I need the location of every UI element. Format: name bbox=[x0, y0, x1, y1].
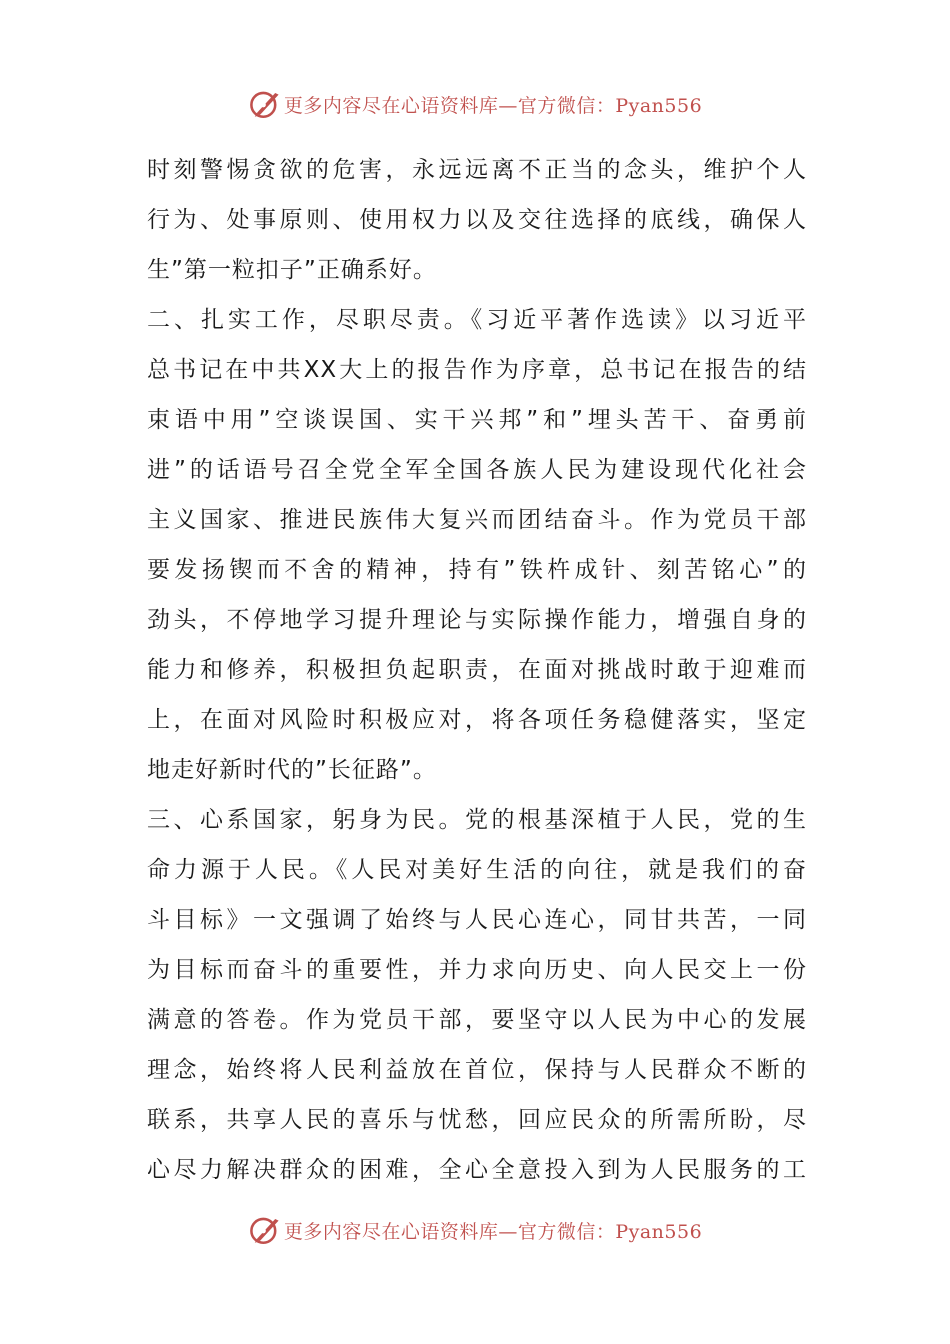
text-line: 进”的话语号召全党全军全国各族人民为建设现代化社会 bbox=[147, 457, 807, 483]
watermark-text: 更多内容尽在心语资料库—官方微信：Pyan556 bbox=[283, 94, 703, 117]
text-line: 三、心系国家，躬身为民。党的根基深植于人民，党的生 bbox=[147, 807, 807, 833]
document-body bbox=[147, 145, 807, 1195]
text-line: 斗目标》一文强调了始终与人民心连心，同甘共苦，一同 bbox=[147, 907, 807, 933]
text-line: 命力源于人民。《人民对美好生活的向往，就是我们的奋 bbox=[147, 857, 807, 883]
text-line: 地走好新时代的”长征路”。 bbox=[147, 757, 437, 783]
text-line: 心尽力解决群众的困难，全心全意投入到为人民服务的工 bbox=[147, 1157, 807, 1183]
text-line: 要发扬锲而不舍的精神，持有”铁杵成针、刻苦铭心”的 bbox=[147, 557, 807, 583]
text-line: 主义国家、推进民族伟大复兴而团结奋斗。作为党员干部 bbox=[147, 507, 807, 533]
text-line: 能力和修养，积极担负起职责，在面对挑战时敢于迎难而 bbox=[147, 657, 807, 683]
header-watermark bbox=[0, 84, 950, 124]
text-line: 生”第一粒扣子”正确系好。 bbox=[147, 257, 437, 283]
text-line: 上，在面对风险时积极应对，将各项任务稳健落实，坚定 bbox=[147, 707, 807, 733]
pen-logo-icon bbox=[248, 87, 282, 121]
text-line: 二、扎实工作，尽职尽责。《习近平著作选读》以习近平 bbox=[147, 307, 807, 333]
pen-logo-icon bbox=[248, 1213, 282, 1247]
text-line: 为目标而奋斗的重要性，并力求向历史、向人民交上一份 bbox=[147, 957, 807, 983]
text-line: 联系，共享人民的喜乐与忧愁，回应民众的所需所盼，尽 bbox=[147, 1107, 807, 1133]
text-line: 满意的答卷。作为党员干部，要坚守以人民为中心的发展 bbox=[147, 1007, 807, 1033]
text-line: 行为、处事原则、使用权力以及交往选择的底线，确保人 bbox=[147, 207, 807, 233]
text-line: 总书记在中共XX大上的报告作为序章，总书记在报告的结 bbox=[147, 357, 807, 383]
text-line: 理念，始终将人民利益放在首位，保持与人民群众不断的 bbox=[147, 1057, 807, 1083]
watermark-text: 更多内容尽在心语资料库—官方微信：Pyan556 bbox=[283, 1220, 703, 1243]
footer-watermark bbox=[0, 1210, 950, 1250]
text-line: 劲头，不停地学习提升理论与实际操作能力，增强自身的 bbox=[147, 607, 807, 633]
text-line: 束语中用”空谈误国、实干兴邦”和”埋头苦干、奋勇前 bbox=[147, 407, 807, 433]
text-line: 时刻警惕贪欲的危害，永远远离不正当的念头，维护个人 bbox=[147, 157, 807, 183]
